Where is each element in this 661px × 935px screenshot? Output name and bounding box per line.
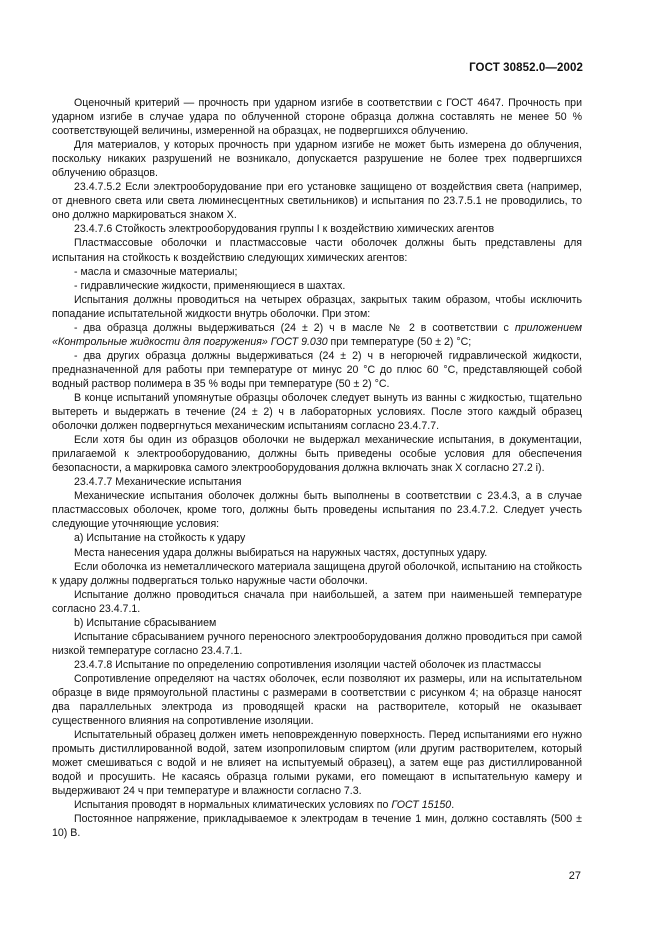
text-run: Испытания проводят в нормальных климатических условиях по (74, 799, 392, 812)
reference-link: ГОСТ 15150 (391, 799, 452, 812)
paragraph (52, 798, 582, 812)
section-heading: 23.4.7.7 Механические испытания (74, 476, 242, 489)
paragraph: - два других образца должны выдерживаться (24 ± 2) ч в негорючей гидравлической жидкости, предназначенной для работы при температуре от минус 20 °С до плюс 60 °С, представляющей собой водный раствор полимера в 35 % воды при температуре (50 ± 2) °С. (52, 349, 582, 390)
subsection-heading: a) Испытание на стойкость к удару (74, 532, 246, 545)
list-item: - гидравлические жидкости, применяющиеся в шахтах. (74, 279, 346, 292)
paragraph: Если хотя бы один из образцов оболочки не выдержал механические испытания, в документации, прилагаемой к электрооборудованию, должны быть приведены особые условия для обеспечения безопасности, а маркировка самого электрооборудования должна включать знак X согласно 27.2 i). (52, 434, 582, 475)
paragraph: Пластмассовые оболочки и пластмассовые части оболочек должны быть представлены для испытания на стойкость к воздействию следующих химических агентов: (52, 237, 582, 264)
text-run: при температуре (50 ± 2) °С; (327, 335, 472, 348)
paragraph: Испытания должны проводиться на четырех образцах, закрытых таким образом, чтобы исключить попадание испытательной жидкости внутрь оболочки. При этом: (52, 293, 582, 320)
page-number: 27 (568, 870, 581, 882)
paragraph (52, 321, 582, 349)
paragraph: В конце испытаний упомянутые образцы оболочек следует вынуть из ванны с жидкостью, тщательно вытереть и выдержать в течение (24 ± 2) ч в лабораторных условиях. После этого каждый образец оболочки должен подвергнуться механическим испытаниям согласно 23.4.7.7. (52, 391, 582, 433)
paragraph: Испытание сбрасыванием ручного переносного электрооборудования должно проводиться при самой низкой температуре согласно 23.4.7.1. (52, 630, 582, 657)
section-heading: 23.4.7.6 Стойкость электрооборудования группы I к воздействию химических агентов (74, 223, 495, 236)
text-run: . (451, 799, 455, 812)
paragraph: Испытание должно проводиться сначала при наибольшей, а затем при наименьшей температуре согласно 23.4.7.1. (52, 588, 582, 615)
list-item: - масла и смазочные материалы; (74, 265, 238, 278)
paragraph: Постоянное напряжение, прикладываемое к электродам в течение 1 мин, должно составлять (500 ± 10) В. (52, 813, 582, 840)
body-text (52, 96, 582, 840)
paragraph: 23.4.7.5.2 Если электрооборудование при его установке защищено от воздействия света (например, от дневного света или света люминесцентных светильников) и испытания по 23.7.5.1 не проводились, то оно должно маркироваться знаком X. (52, 181, 582, 222)
paragraph: Оценочный критерий — прочность при ударном изгибе в соответствии с ГОСТ 4647. Прочность при ударном изгибе в случае удара по облученной стороне образца должна составлять не менее 50 % соответствующей величины, измеренной на образцах, не подвергшихся облучению. (52, 97, 582, 138)
subsection-heading: b) Испытание сбрасыванием (74, 616, 217, 629)
section-heading: 23.4.7.8 Испытание по определению сопротивления изоляции частей оболочек из пластмассы (74, 658, 542, 671)
document-header: ГОСТ 30852.0—2002 (469, 62, 583, 74)
paragraph: Места нанесения удара должны выбираться на наружных частях, доступных удару. (74, 546, 488, 559)
paragraph: Испытательный образец должен иметь неповрежденную поверхность. Перед испытаниями его нужно промыть дистиллированной водой, затем изопропиловым спиртом (или другим растворителем, который может смешиваться с водой и не влияет на испытуемый образец), а затем еще раз дистиллированной водой и просушить. Не касаясь образца голыми руками, его помещают в испытательную камеру и выдерживают 24 ч при температуре и влажности согласно 7.3. (52, 729, 582, 798)
text-run: - два образца должны выдерживаться (24 ± 2) ч в масле № 2 в соответствии с (74, 321, 515, 334)
reference-link: приложением «Контрольные жидкости для погружения» ГОСТ 9.030 (52, 321, 582, 348)
paragraph: Механические испытания оболочек должны быть выполнены в соответствии с 23.4.3, а в случае пластмассовых оболочек, кроме того, должны быть проведены испытания по 23.4.7.2. Следует учесть следующие уточняющие условия: (52, 490, 582, 531)
paragraph: Для материалов, у которых прочность при ударном изгибе не может быть измерена до облучения, поскольку никаких разрушений не возникало, допускается разрушение не более трех подвергшихся облучению образцов. (52, 139, 582, 180)
paragraph: Если оболочка из неметаллического материала защищена другой оболочкой, испытанию на стойкость к удару должны подвергаться только наружные части оболочки. (52, 560, 582, 587)
paragraph: Сопротивление определяют на частях оболочек, если позволяют их размеры, или на испытательном образце в виде прямоугольной пластины с размерами в соответствии с рисунком 4; на образце наносят два параллельных электрода из проводящей краски на растворителе, который не оказывает существенного влияния на сопротивление изоляции. (52, 672, 582, 728)
